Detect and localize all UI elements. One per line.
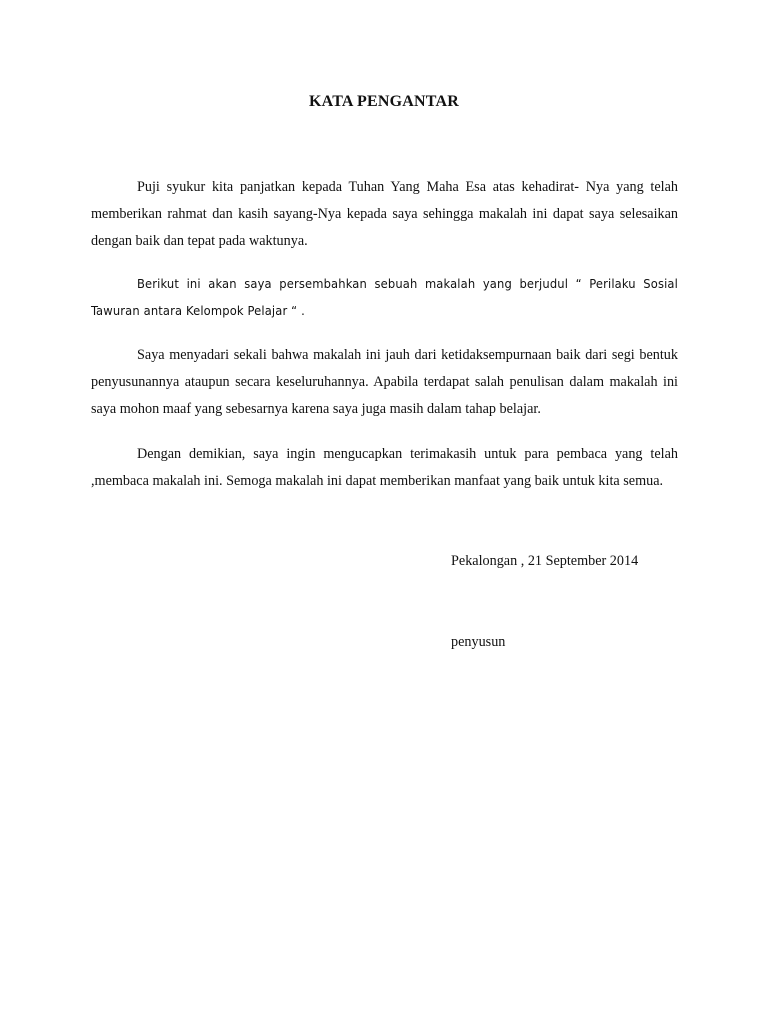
place-date: Pekalongan , 21 September 2014 bbox=[451, 553, 639, 569]
paragraph-1: Puji syukur kita panjatkan kepada Tuhan Yang Maha Esa atas kehadirat- Nya yang telah memberikan rahmat dan kasih sayang-Nya kepada saya sehingga makalah ini dapat saya selesaikan dengan baik dan tepat pada waktunya. bbox=[91, 179, 678, 249]
page-title: KATA PENGANTAR bbox=[309, 93, 459, 110]
paragraph-4: Dengan demikian, saya ingin mengucapkan terimakasih untuk para pembaca yang telah ,membaca makalah ini. Semoga makalah ini dapat memberikan manfaat yang baik untuk kita semua. bbox=[91, 446, 678, 489]
paragraph-2: Berikut ini akan saya persembahkan sebuah makalah yang berjudul “ Perilaku Sosial Tawuran antara Kelompok Pelajar “ . bbox=[91, 277, 678, 319]
signer-label: penyusun bbox=[451, 634, 506, 650]
paragraph-3: Saya menyadari sekali bahwa makalah ini jauh dari ketidaksempurnaan baik dari segi bentuk penyusunannya ataupun secara keseluruhannya. Apabila terdapat salah penulisan dalam makalah ini saya mohon maaf yang sebesarnya karena saya juga masih dalam tahap belajar. bbox=[91, 347, 678, 417]
